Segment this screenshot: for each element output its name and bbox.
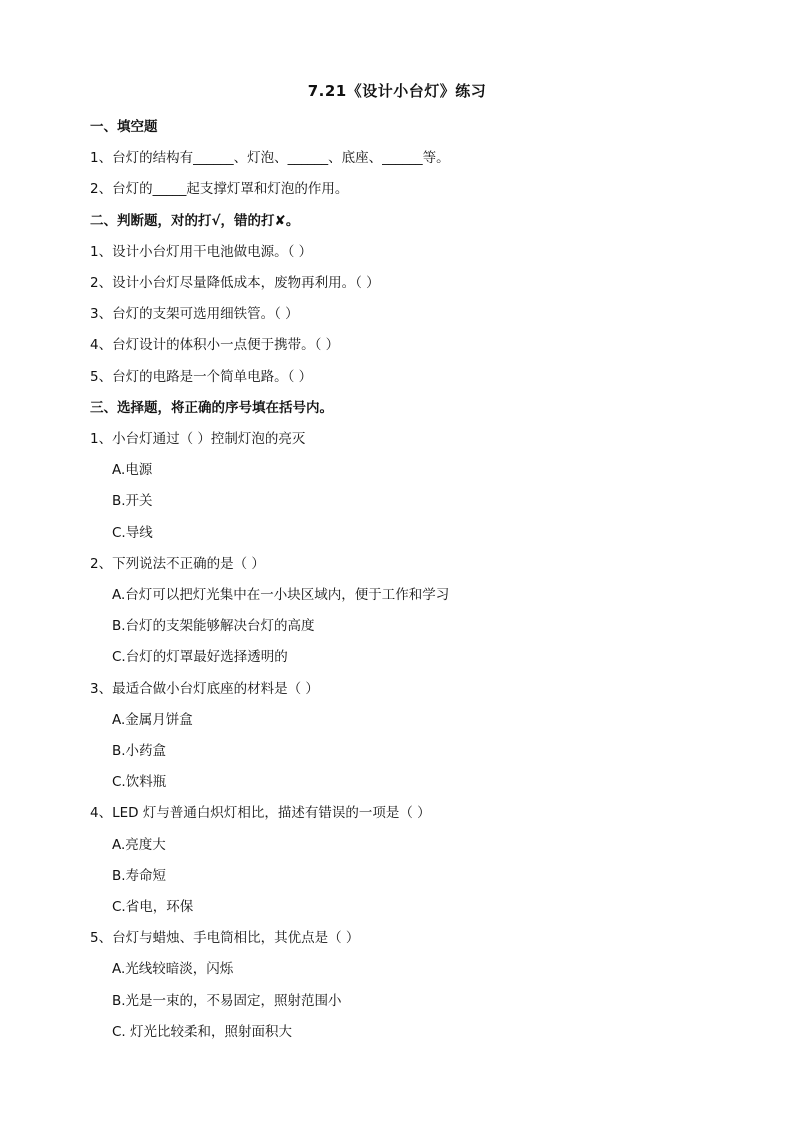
question-item: 3、最适合做小台灯底座的材料是（ ） [90, 680, 319, 697]
question-item: 5、台灯与蜡烛、手电筒相比，其优点是（ ） [90, 930, 360, 947]
question-item: 2、台灯的_____起支撑灯罩和灯泡的作用。 [90, 181, 349, 198]
question-item: 1、小台灯通过（ ）控制灯泡的亮灭 [90, 431, 306, 447]
page-title: 7.21《设计小台灯》练习 [307, 82, 487, 100]
section-heading: 三、选择题，将正确的序号填在括号内。 [90, 399, 333, 416]
answer-option: B.台灯的支架能够解决台灯的高度 [112, 618, 315, 635]
question-item: 5、台灯的电路是一个简单电路。（ ） [90, 368, 313, 385]
answer-option: A.台灯可以把灯光集中在一小块区域内，便于工作和学习 [112, 587, 450, 603]
answer-option: A.电源 [112, 462, 153, 479]
answer-option: B.寿命短 [112, 867, 167, 884]
answer-option: C.省电，环保 [112, 899, 194, 915]
answer-option: C.饮料瓶 [112, 774, 167, 791]
question-item: 2、设计小台灯尽量降低成本，废物再利用。（ ） [90, 275, 380, 291]
question-item: 1、设计小台灯用干电池做电源。（ ） [90, 243, 313, 260]
section-heading: 一、填空题 [90, 119, 158, 135]
question-item: 4、台灯设计的体积小一点便于携带。（ ） [90, 337, 340, 354]
answer-option: B.光是一束的，不易固定，照射范围小 [112, 992, 342, 1009]
section-heading: 二、判断题，对的打√，错的打✘。 [90, 212, 300, 229]
answer-option: A.亮度大 [112, 836, 166, 853]
answer-option: B.开关 [112, 493, 153, 510]
answer-option: A.光线较暗淡，闪烁 [112, 961, 234, 978]
answer-option: C. 灯光比较柔和，照射面积大 [112, 1023, 293, 1040]
question-item: 1、台灯的结构有______、灯泡、______、底座、______等。 [90, 150, 450, 167]
question-item: 2、下列说法不正确的是（ ） [90, 555, 265, 572]
answer-option: A.金属月饼盒 [112, 711, 193, 728]
question-item: 3、台灯的支架可选用细铁管。（ ） [90, 306, 299, 323]
answer-option: C.台灯的灯罩最好选择透明的 [112, 649, 288, 666]
answer-option: B.小药盒 [112, 743, 167, 759]
answer-option: C.导线 [112, 524, 153, 541]
question-item: 4、LED 灯与普通白炽灯相比，描述有错误的一项是（ ） [90, 805, 431, 822]
